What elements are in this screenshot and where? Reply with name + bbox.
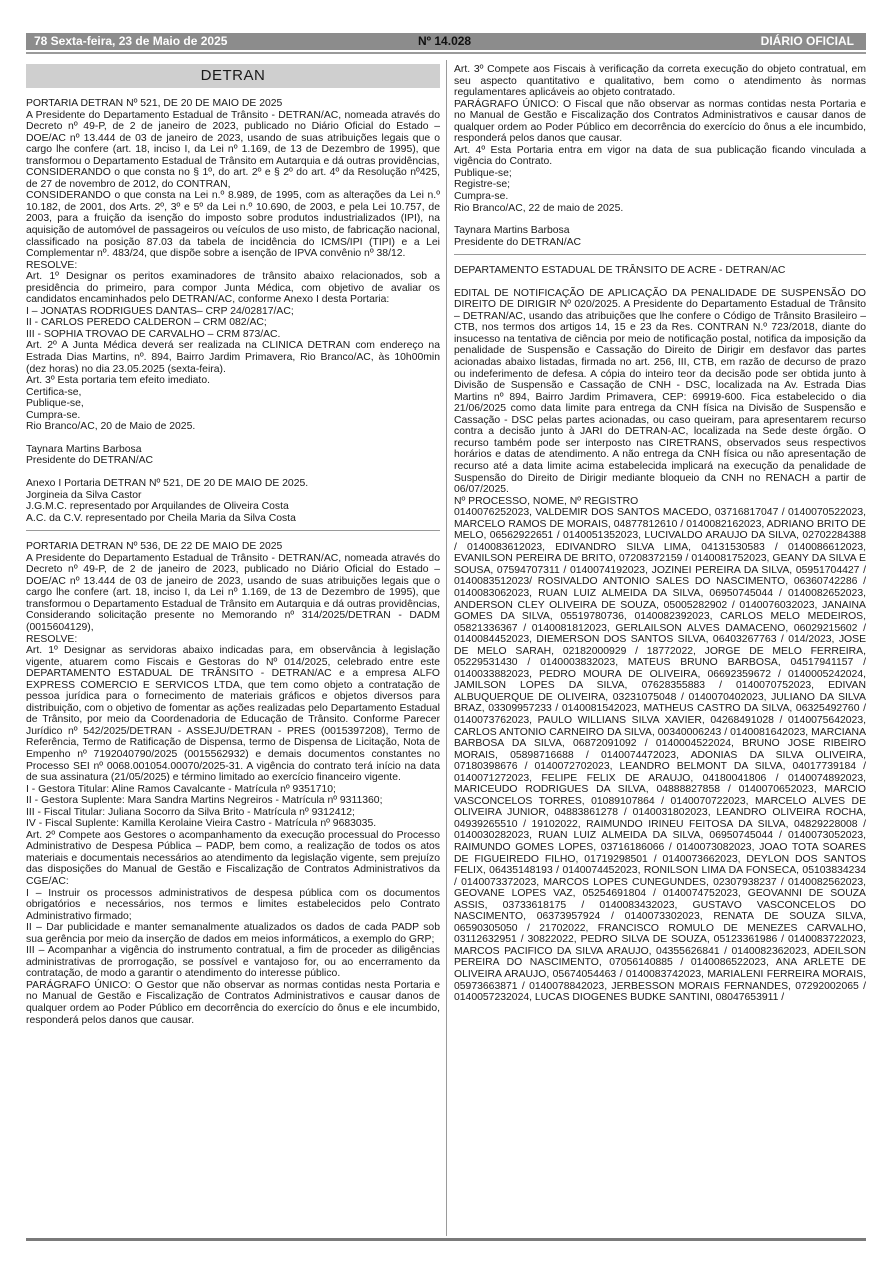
- portaria-536-paragraph: A Presidente do Departamento Estadual de Trânsito - DETRAN/AC, nomeada através do Decreto nº 49-P, de 2 de janeiro de 2023, publicado no Diário Oficial do Estado – DOE/AC nº 13.444 de 03 de janeiro de 2023, usando de suas atribuições legais que o cargo lhe confere (art. 18, inciso I, da Lei nº 1.169, de 13 de Dezembro de 1995), que transformou o Departamento Estadual de Trânsito em Autarquia e dá outras providências, Considerando solicitação presente no Memorando nº 314/2025/DETRAN - DADM (0015604129),: [26, 552, 440, 633]
- portaria-521-paragraph: Publique-se,: [26, 398, 84, 410]
- portaria-521-paragraph: Art. 2º A Junta Médica deverá ser realizada na CLINICA DETRAN com endereço na Estrada Dias Martins, nº. 894, Bairro Jardim Primavera, Rio Branco/AC, às 10h00min (dez horas) no dia 23.05.2025 (sexta-feira).: [26, 340, 440, 375]
- portaria-521-title: PORTARIA DETRAN Nº 521, DE 20 DE MAIO DE 2025: [26, 98, 283, 109]
- right-column: [454, 64, 866, 1004]
- portaria-521-paragraph: A Presidente do Departamento Estadual de Trânsito - DETRAN/AC, nomeada através do Decreto nº 49-P, de 2 de janeiro de 2023, publicado no Diário Oficial do Estado – DOE/AC nº 13.444 de 03 de janeiro de 2023, usando de suas atribuições legais que o cargo lhe confere (art. 18, inciso I, da Lei nº 1.169, de 13 de Dezembro de 1995), que transformou o Departamento Estadual de Trânsito em Autarquia e dá outras providências,: [26, 109, 440, 167]
- annex-line: J.G.M.C. representado por Arquilandes de Oliveira Costa: [26, 501, 289, 513]
- section-divider: [454, 254, 866, 255]
- portaria-536-paragraph: Art. 2º Compete aos Gestores o acompanhamento da execução processual do Processo Administrativo de Despesa Pública – PADP, bem como, a realização de todos os atos materiais e documentais necessários ao atendimento da legislação vigente, sem prejuízo das disposições do Manual de Gestão e Fiscalização de Contratos Administrativos da CGE/AC:: [26, 829, 440, 887]
- portaria-536-paragraph: II – Dar publicidade e manter semanalmente atualizados os dados de cada PADP sob sua gerência por meio da inserção de dados em meios informáticos, a exemplo do GRP;: [26, 922, 440, 945]
- portaria-521-paragraph: Cumpra-se.: [26, 409, 81, 421]
- annex-line: Anexo I Portaria DETRAN Nº 521, DE 20 DE MAIO DE 2025.: [26, 477, 309, 489]
- portaria-521-paragraph: Rio Branco/AC, 20 de Maio de 2025.: [26, 421, 196, 433]
- portaria-521-paragraph: I – JONATAS RODRIGUES DANTAS– CRP 24/02817/AC;: [26, 305, 294, 317]
- portaria-521-paragraph: Certifica-se,: [26, 386, 82, 398]
- annex-line: A.C. da C.V. representado por Cheila Maria da Silva Costa: [26, 512, 296, 524]
- portaria-536-paragraph: I – Instruir os processos administrativos de despesa pública com os documentos obrigatórios e necessários, nos termos e limites estabelecidos pelo Contrato Administrativo firmado;: [26, 887, 440, 922]
- section-title: DETRAN: [26, 64, 440, 88]
- portaria-536-continuation: Cumpra-se.: [454, 191, 509, 203]
- process-list: 0140076252023, VALDEMIR DOS SANTOS MACEDO, 03716817047 / 0140070522023, MARCELO RAMOS DE MORAIS, 04877812610 / 0140082162023, ADRIANO BRITO DE MELO, 06562922651 / 0140051352023, LUCIVALDO ARAUJO DA SILVA, 02702284388 / 0140083612023, EDIVANDRO SILVA LIMA, 04131530583 / 0140086612023, EVANILSON PEREIRA DE BRITO, 07208372159 / 0140081752023, GEANY DA SILVA E SOUSA, 07594707311 / 0140074192023, JOZINEI PEREIRA DA SILVA, 05951704427 / 0140083512023/ ROSIVALDO ANTONIO SALES DO NASCIMENTO, 06360742286 / 0140083062023, RUAN LUIZ ALMEIDA DA SILVA, 06950745044 / 0140082652023, ANDERSON CLEY OLIVEIRA DE SOUZA, 05005282902 / 0140076032023, JANAINA GOMES DA SILVA, 05519780736, 0140082392023, CARLOS MELO MEDEIROS, 05821336367 / 0140081812023, GERLAILSON ALVES DAMACENO, 06029215602 / 0140084452023, DIEMERSON DOS SANTOS SILVA, 06403267763 / 014/2023, JOSE DE MELO SARAH, 02182000929 / 18772022, JORGE DE MELO FERREIRA, 05229531430 / 0140003832023, MATEUS BRUNO BARBOSA, 04517941157 / 0140033882023, PEDRO MOURA DE OLIVEIRA, 06692359672 / 0140005242024, JAMILSON LOPES DA SILVA, 07628355883 / 0140070752023, EDIVAN ALBUQUERQUE DE OLIVEIRA, 03231075048 / 0140070402023, JULIANO DA SILVA BRAZ, 03309957233 / 0140081542023, MATHEUS CASTRO DA SILVA, 06325492760 / 0140073762023, PAULO WILLIANS SILVA XAVIER, 04268491028 / 0140075642023, CARLOS ANTONIO CARNEIRO DA SILVA, 00340006243 / 0140081642023, MARCIANA BARBOSA DA SILVA, 06872091092 / 0140004522024, BRUNO JOSE RIBEIRO MORAIS, 05898716688 / 0140074472023, ADONIAS DA SILVA OLIVEIRA, 07180398676 / 0140072702023, LEANDRO BELMONT DA SILVA, 04017739184 / 0140071272023, FELIPE FELIX DE ARAUJO, 04180041806 / 0140074892023, MARICEUDO RODRIGUES DA SILVA, 04888827858 / 0140070652023, MARCIO VASCONCELOS TORRES, 01089107864 / 0140070722023, MARCELO ALVES DE OLIVEIRA JUNIOR, 04883861278 / 0140031802023, LEANDRO OLIVEIRA ROCHA, 04939265510 / 19102022, RAIMUNDO IRINEU FEITOSA DA SILVA, 04829228008 / 0140030282023, RUAN LUIZ ALMEIDA DA SILVA, 06950745044 / 0140073052023, RAIMUNDO GOMES LOPES, 03716186066 / 0140073082023, JOAO TOTA SOARES DE FIGUEIREDO FILHO, 01719298501 / 0140073662023, DEYLON DOS SANTOS FELIX, 06435148193 / 0140074452023, RONILSON LIMA DA FONSECA, 05103834234 / 0140073372023, MARCOS LOPES CUNEGUNDES, 02307938237 / 0140082562023, GEOVANE LOPES VAZ, 05254691804 / 0140074752023, GEOVANNI DE SOUZA ASSIS, 03733618175 / 0140083432023, GUSTAVO VASCONCELOS DO NASCIMENTO, 06373957924 / 0140073302023, RENATA DE SOUZA SILVA, 06590305050 / 21702022, FRANCISCO ROMULO DE MENEZES CARVALHO, 03112632951 / 30822022, PEDRO SILVA DE SOUZA, 05123361986 / 0140083722023, MARCOS PACIFICO DA SILVA ARAUJO, 04355626841 / 0140082362023, ADEILSON PEREIRA DO NASCIMENTO, 07056140885 / 0140086522023, ANA ARLETE DE OLIVEIRA ARAUJO, 05674054463 / 0140083742023, MARIALENI FERREIRA MORAIS, 05973663871 / 0140078842023, JERBESSON MORAIS FERNANDES, 07292002065 / 0140057232024, LUCAS DIOGENES BUDKE SANTINI, 08047653911 /: [454, 507, 866, 1004]
- annex-line: Jorgineia da Silva Castor: [26, 489, 142, 501]
- list-header: Nº PROCESSO, NOME, Nº REGISTRO: [454, 495, 639, 507]
- portaria-536-paragraph: PARÁGRAFO ÚNICO: O Gestor que não observar as normas contidas nesta Portaria e no Manual de Gestão e Fiscalização de Contratos Administrativos e causar danos de qualquer ordem ao Poder Público em decorrência do exercício do ônus e ele incumbido, responderá pelos danos que causar.: [26, 979, 440, 1026]
- portaria-536-paragraph: II - Gestora Suplente: Mara Sandra Martins Negreiros - Matrícula nº 9311360;: [26, 795, 383, 807]
- portaria-536-paragraph: I - Gestora Titular: Aline Ramos Cavalcante - Matrícula nº 9351710;: [26, 783, 336, 795]
- department-title: DEPARTAMENTO ESTADUAL DE TRÂNSITO DE ACRE - DETRAN/AC: [454, 265, 786, 277]
- portaria-536-continuation: Rio Branco/AC, 22 de maio de 2025.: [454, 202, 624, 214]
- portaria-521-paragraph: II - CARLOS PEREDO CALDERON – CRM 082/AC;: [26, 317, 267, 329]
- portaria-521-paragraph: CONSIDERANDO o que consta na Lei n.º 8.989, de 1995, com as alterações da Lei n.º 10.182, de 2001, dos Arts. 2º, 3º e 5º da Lei n.º 10.690, de 2003, e pela Lei 10.757, de 2003, para a fruição da isenção do imposto sobre produtos industrializados (IPI), na aquisição de automóvel de passageiros ou veículos de uso misto, de fabricação nacional, classificado na posição 87.03 da tabela de incidência do ICMS/IPI (TIPI) e a Lei Complementar nº. 483/24, que dispõe sobre a isenção de IPVA convênio nº 38/12.: [26, 190, 440, 260]
- signature-name: Taynara Martins Barbosa: [454, 225, 570, 237]
- page-header: [26, 33, 866, 50]
- portaria-536-paragraph: RESOLVE:: [26, 633, 78, 645]
- page-number-date: 78 Sexta-feira, 23 de Maio de 2025: [34, 34, 228, 48]
- portaria-536-continuation: PARÁGRAFO ÚNICO: O Fiscal que não observar as normas contidas nesta Portaria e no Manual de Gestão e Fiscalização dos Contratos Administrativos e causar danos de qualquer ordem ao Poder Público em decorrência do exercício do ônus a ele incumbido, responderá pelos danos que causar.: [454, 98, 866, 145]
- portaria-521-paragraph: III - SOPHIA TROVAO DE CARVALHO – CRM 873/AC.: [26, 328, 281, 340]
- signature-role: Presidente do DETRAN/AC: [26, 455, 154, 467]
- portaria-521-paragraph: Art. 1º Designar os peritos examinadores de trânsito abaixo relacionados, sob a presidência do primeiro, para compor Junta Médica, com objetivo de avaliar os candidatos encaminhados pelo DETRAN/AC, conforme Anexo I desta Portaria:: [26, 271, 440, 306]
- edital-text: EDITAL DE NOTIFICAÇÃO DE APLICAÇÃO DA PENALIDADE DE SUSPENSÃO DO DIREITO DE DIRIGIR Nº 020/2025. A Presidente do Departamento Estadual de Trânsito – DETRAN/AC, usando das atribuições que lhe confere o Código de Trânsito Brasileiro – CTB, nos termos dos artigos 14, 15 e 23 da Res. CONTRAN N.º 723/2018, diante do insucesso na tentativa de ciência por meio de notificação postal, notifica da imposição da penalidade de Suspensão e Cassação do Direito de Dirigir em desfavor das partes acionadas abaixo listadas, firmada no art. 256, III, CTB, em razão de decurso de prazo ou indeferimento de defesa. A cópia do inteiro teor da decisão pode ser obtida junto à Divisão de Suspensão e Cassação de CNH - DSC, localizada na Av. Estrada Dias Martins nº 894, Bairro Jardim Primavera, CEP: 69919-600. Fica estabelecido o dia 21/06/2025 como data limite para entrega da CNH física na Divisão de Suspensão e Cassação - DSC pelas partes acionadas, ou caso queiram, para apresentarem recurso contra a decisão junto à JARI do DETRAN-AC, localizada na Sede deste órgão. O recurso também pode ser interposto nas CIRETRANS, observados seus respectivos horários e datas de atendimento. A não entrega da CNH física ou não apresentação de recurso até a data limite acima estabelecida implicará na execução da penalidade de Suspensão do Direito de Dirigir mediante bloqueio da CNH no RENACH a partir de 06/07/2025.: [454, 287, 866, 496]
- edition-number: Nº 14.028: [418, 34, 472, 48]
- publication-name: DIÁRIO OFICIAL: [760, 34, 854, 48]
- portaria-536-paragraph: III – Acompanhar a vigência do instrumento contratual, a fim de proceder as diligências administrativas de prorrogação, se possível e vantajoso for, ou ao encerramento da contratação, de modo a garantir o atendimento do interesse público.: [26, 945, 440, 980]
- section-divider: [26, 530, 440, 531]
- portaria-521-paragraph: Art. 3º Esta portaria tem efeito imediato.: [26, 375, 210, 387]
- signature-role: Presidente do DETRAN/AC: [454, 236, 582, 248]
- signature-name: Taynara Martins Barbosa: [26, 443, 142, 455]
- column-separator: [446, 60, 447, 1236]
- portaria-521-paragraph: CONSIDERANDO o que consta no § 1º, do art. 2º e § 2º do art. 4º da Resolução nº425, de 27 de novembro de 2012, do CONTRAN,: [26, 167, 440, 190]
- left-column: [26, 64, 440, 1026]
- portaria-536-title: PORTARIA DETRAN Nº 536, DE 22 DE MAIO DE 2025: [26, 541, 283, 553]
- portaria-536-paragraph: Art. 1º Designar as servidoras abaixo indicadas para, em observância à legislação vigente, atuarem como Fiscais e Gestoras do Nº 014/2025, celebrado entre este DEPARTAMENTO ESTADUAL DE TRÂNSITO - DETRAN/AC e a empresa ALFO EXPRESS COMERCIO E SERVICOS LTDA, que tem como objeto a contratação de pessoa jurídica para o fornecimento de materiais gráficos e objetos diversos para distribuição, com o objetivo de fomentar as ações realizadas pelo Departamento Estadual de Trânsito, por meio da Coordenadoria de Educação de Trânsito. Conforme Parecer Jurídico nº 542/2025/DETRAN - ASSEJU/DETRAN - PRES (0015397208), Termo de Referência, Termo de Ratificação de Dispensa, termo de Dispensa de Licitação, Nota de Empenho nº 7192040790/2025 (0015562932) e demais documentos constantes no Processo SEI nº 0068.001054.00070/2025-31. A vigência do contrato terá início na data de sua assinatura (21/05/2025) e término limitado ao exercício financeiro vigente.: [26, 645, 440, 784]
- portaria-536-continuation: Art. 3º Compete aos Fiscais à verificação da correta execução do objeto contratual, em seu aspecto quantitativo e qualitativo, bem como o atendimento às normas regulamentares aplicáveis ao objeto contratado.: [454, 64, 866, 99]
- portaria-536-continuation: Publique-se;: [454, 167, 512, 179]
- portaria-536-continuation: Registre-se;: [454, 179, 511, 191]
- portaria-536-paragraph: IV - Fiscal Suplente: Kamilla Kerolaine Vieira Castro - Matrícula nº 9683035.: [26, 818, 377, 830]
- portaria-536-continuation: Art. 4º Esta Portaria entra em vigor na data de sua publicação ficando vinculada a vigência do Contrato.: [454, 144, 866, 168]
- footer-rule: [26, 1238, 866, 1241]
- portaria-521-paragraph: RESOLVE:: [26, 259, 78, 271]
- header-rule: [26, 52, 866, 54]
- portaria-536-paragraph: III - Fiscal Titular: Juliana Socorro da Silva Brito - Matrícula nº 9312412;: [26, 806, 355, 818]
